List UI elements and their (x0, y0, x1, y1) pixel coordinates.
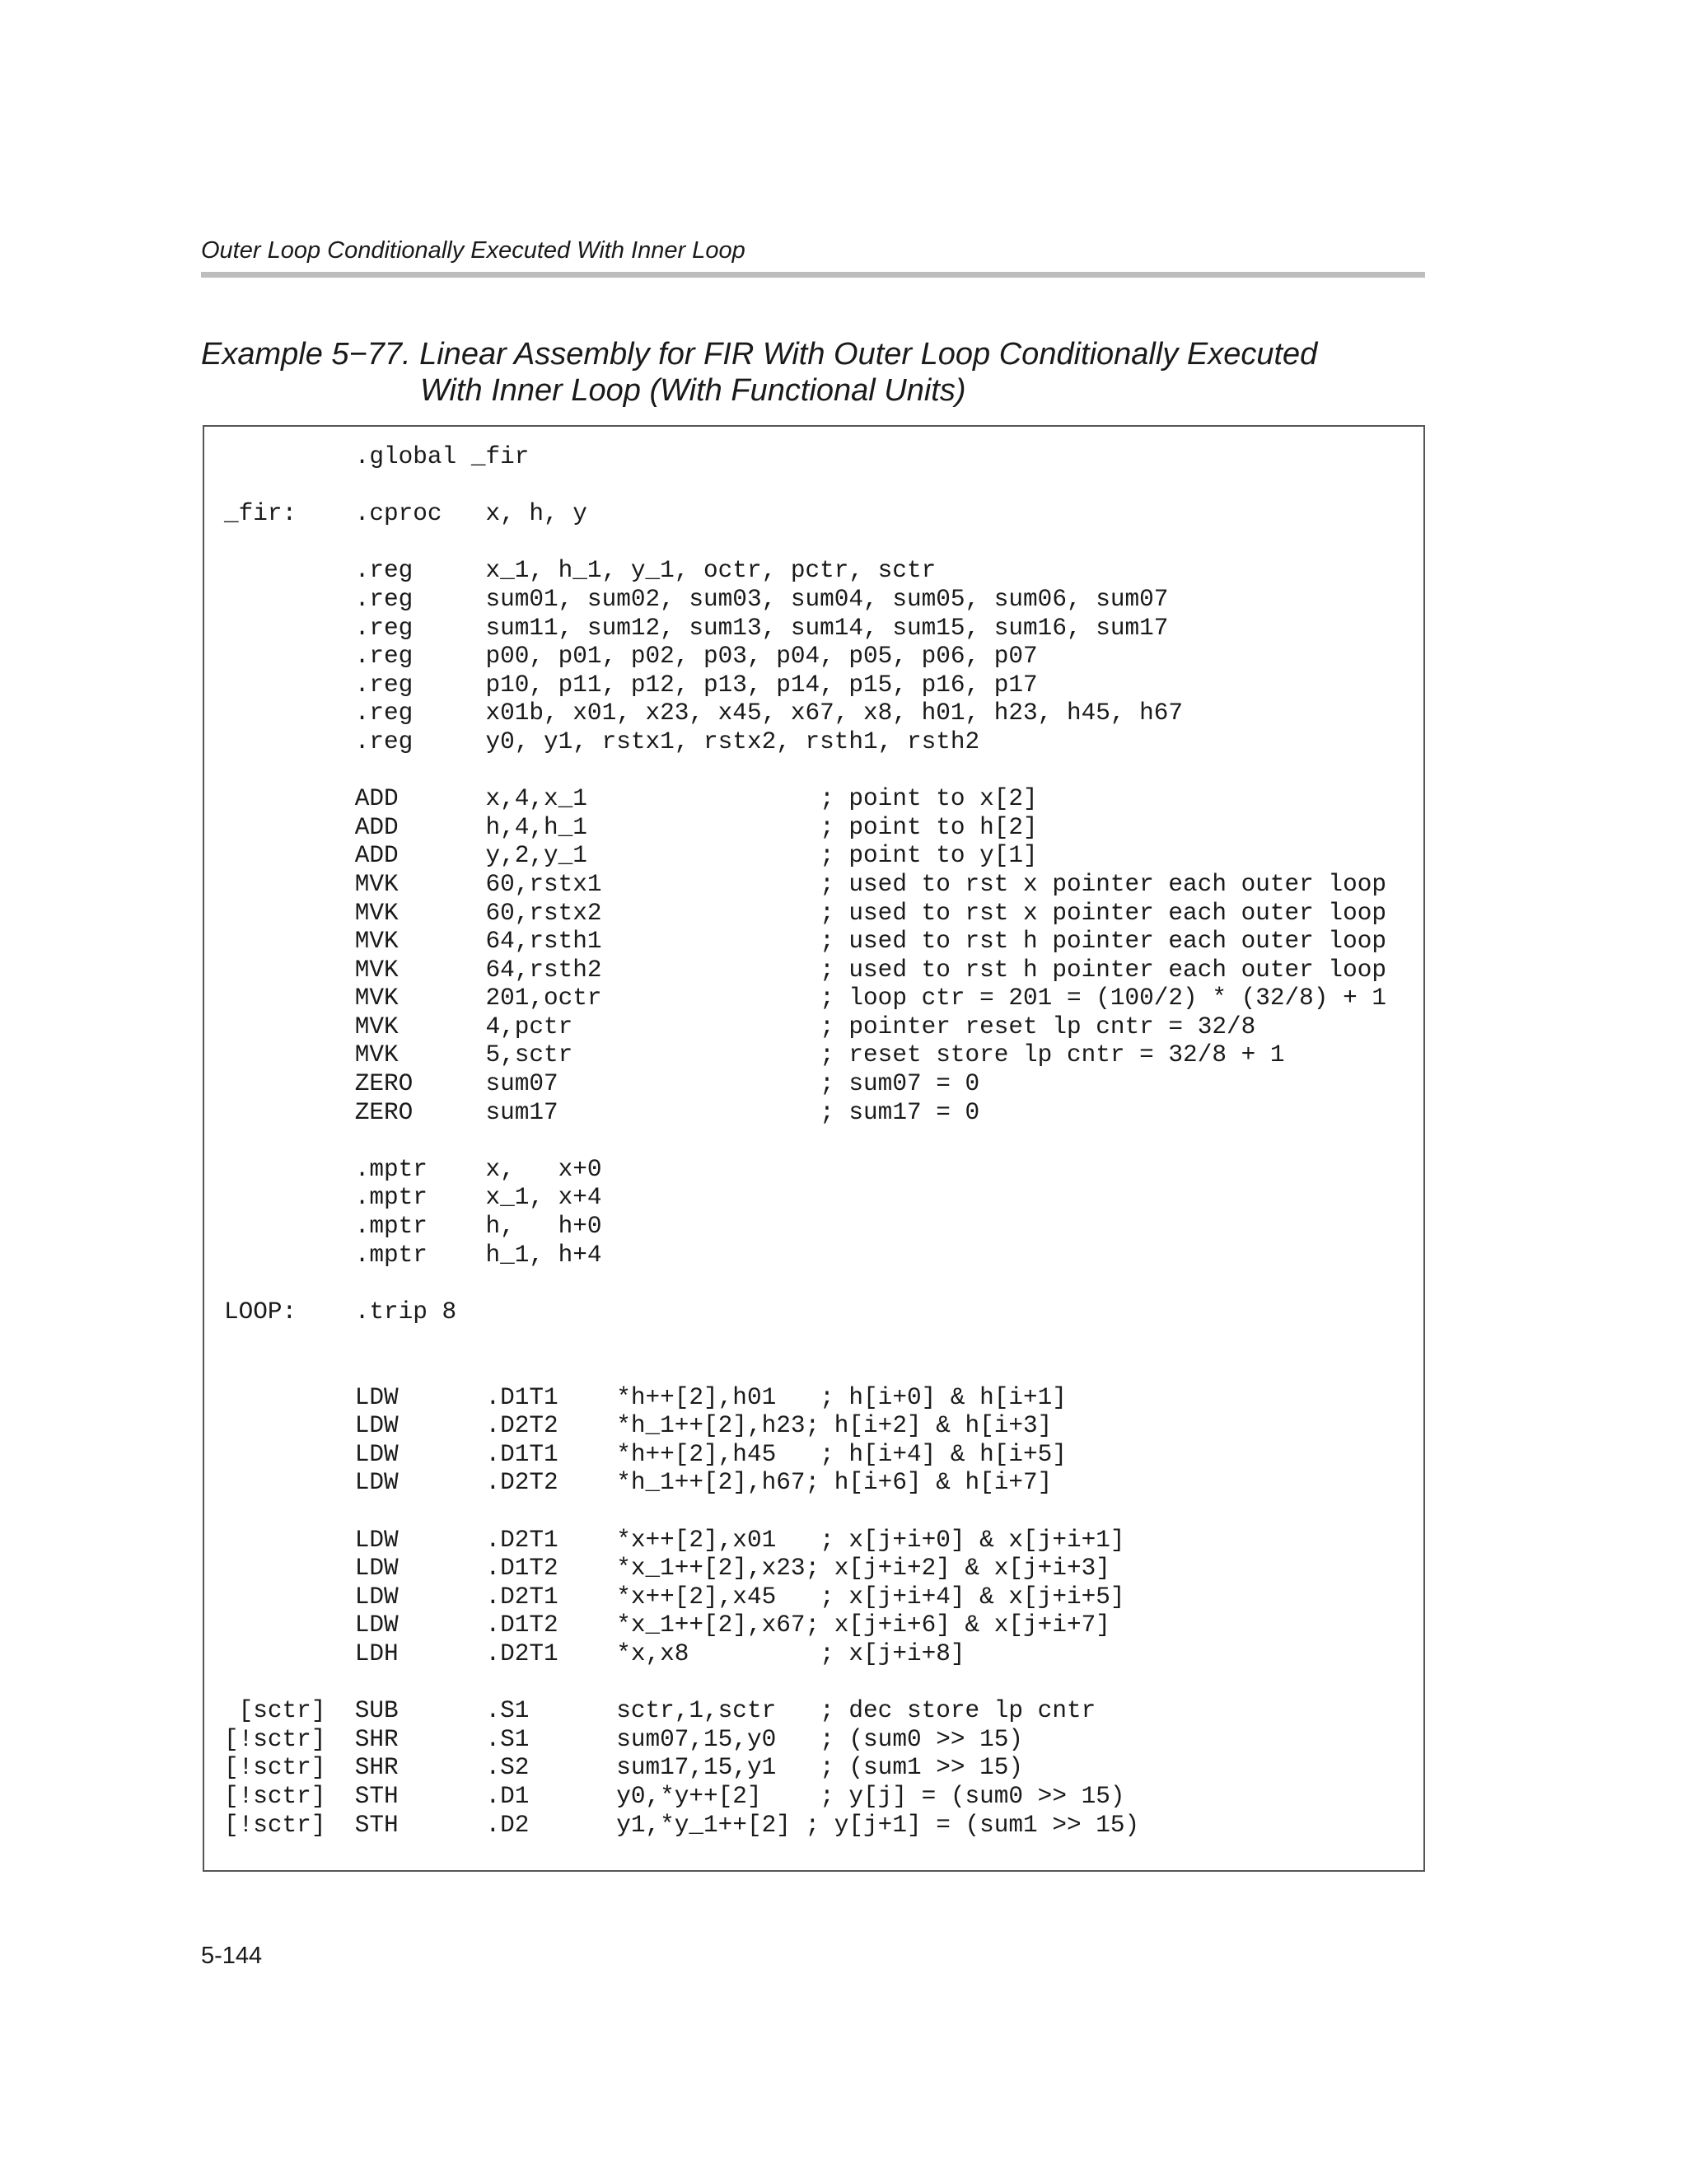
example-caption (201, 336, 1317, 409)
code-line: [!sctr] SHR .S1 sum07,15,y0 ; (sum0 >> 15) (224, 1725, 1024, 1753)
caption-line-1: Example 5−77. Linear Assembly for FIR With Outer Loop Conditionally Executed (201, 337, 1318, 372)
code-line (224, 529, 1386, 558)
code-line: [!sctr] STH .D2 y1,*y_1++[2] ; y[j+1] = (sum1 >> 15) (224, 1811, 1140, 1839)
page-number: 5-144 (201, 1943, 263, 1969)
code-line: [!sctr] SHR .S2 sum17,15,y1 ; (sum1 >> 15) (224, 1754, 1024, 1782)
code-line: .reg p00, p01, p02, p03, p04, p05, p06, p07 (224, 643, 1038, 671)
code-line: _fir: .cproc x, h, y (224, 500, 587, 528)
code-line: ADD y,2,y_1 ; point to y[1] (224, 842, 1038, 870)
code-listing-box (203, 425, 1425, 1872)
code-line: MVK 60,rstx2 ; used to rst x pointer each outer loop (224, 899, 1386, 927)
code-line: MVK 5,sctr ; reset store lp cntr = 32/8 + 1 (224, 1041, 1285, 1069)
code-line: LDW .D1T2 *x_1++[2],x67; x[j+i+6] & x[j+i+7] (224, 1611, 1110, 1639)
code-line: LDW .D2T2 *h_1++[2],h67; h[i+6] & h[i+7] (224, 1469, 1053, 1497)
code-line: MVK 64,rsth1 ; used to rst h pointer each outer loop (224, 928, 1386, 956)
code-line: LOOP: .trip 8 (224, 1298, 457, 1326)
caption-line-2: With Inner Loop (With Functional Units) (420, 373, 966, 408)
code-line: MVK 4,pctr ; pointer reset lp cntr = 32/8 (224, 1012, 1256, 1041)
code-line: .mptr x_1, x+4 (224, 1184, 602, 1212)
code-line (224, 472, 1386, 501)
code-line: .reg x_1, h_1, y_1, octr, pctr, sctr (224, 557, 937, 585)
code-line: .mptr x, x+0 (224, 1155, 602, 1183)
code-line (224, 757, 1386, 786)
code-line: LDH .D2T1 *x,x8 ; x[j+i+8] (224, 1639, 965, 1667)
code-listing (224, 443, 1386, 1840)
code-line: .reg sum11, sum12, sum13, sum14, sum15, sum16, sum17 (224, 614, 1169, 642)
code-line (224, 1669, 1386, 1698)
code-line: LDW .D2T2 *h_1++[2],h23; h[i+2] & h[i+3] (224, 1412, 1053, 1440)
code-line: [sctr] SUB .S1 sctr,1,sctr ; dec store lp cntr (224, 1697, 1096, 1725)
code-line: LDW .D2T1 *x++[2],x01 ; x[j+i+0] & x[j+i+1] (224, 1526, 1125, 1554)
code-line: .reg p10, p11, p12, p13, p14, p15, p16, p17 (224, 671, 1038, 699)
code-line: MVK 60,rstx1 ; used to rst x pointer each outer loop (224, 870, 1386, 898)
code-line: LDW .D1T2 *x_1++[2],x23; x[j+i+2] & x[j+i+3] (224, 1555, 1110, 1583)
code-line: .reg x01b, x01, x23, x45, x67, x8, h01, h23, h45, h67 (224, 699, 1184, 727)
code-line: .mptr h_1, h+4 (224, 1241, 602, 1269)
running-head: Outer Loop Conditionally Executed With Inner Loop (201, 237, 745, 264)
header-rule (201, 272, 1425, 278)
code-line (224, 1355, 1386, 1384)
code-line: ZERO sum17 ; sum17 = 0 (224, 1098, 980, 1126)
code-line: .global _fir (224, 443, 530, 470)
code-line: .reg y0, y1, rstx1, rstx2, rsth1, rsth2 (224, 727, 980, 755)
code-line: .reg sum01, sum02, sum03, sum04, sum05, sum06, sum07 (224, 585, 1169, 613)
code-line: .mptr h, h+0 (224, 1213, 602, 1241)
code-line (224, 1127, 1386, 1156)
code-line: ZERO sum07 ; sum07 = 0 (224, 1070, 980, 1098)
code-line: MVK 64,rsth2 ; used to rst h pointer each outer loop (224, 956, 1386, 984)
code-line: LDW .D1T1 *h++[2],h01 ; h[i+0] & h[i+1] (224, 1383, 1067, 1411)
code-line (224, 1270, 1386, 1298)
code-line: ADD h,4,h_1 ; point to h[2] (224, 813, 1038, 841)
code-line: ADD x,4,x_1 ; point to x[2] (224, 785, 1038, 813)
code-line: LDW .D1T1 *h++[2],h45 ; h[i+4] & h[i+5] (224, 1440, 1067, 1468)
code-line: [!sctr] STH .D1 y0,*y++[2] ; y[j] = (sum0 >> 15) (224, 1782, 1125, 1810)
code-line: MVK 201,octr ; loop ctr = 201 = (100/2) * (32/8) + 1 (224, 984, 1386, 1012)
code-line: LDW .D2T1 *x++[2],x45 ; x[j+i+4] & x[j+i+5] (224, 1583, 1125, 1611)
code-line (224, 1326, 1386, 1355)
code-line (224, 1498, 1386, 1527)
